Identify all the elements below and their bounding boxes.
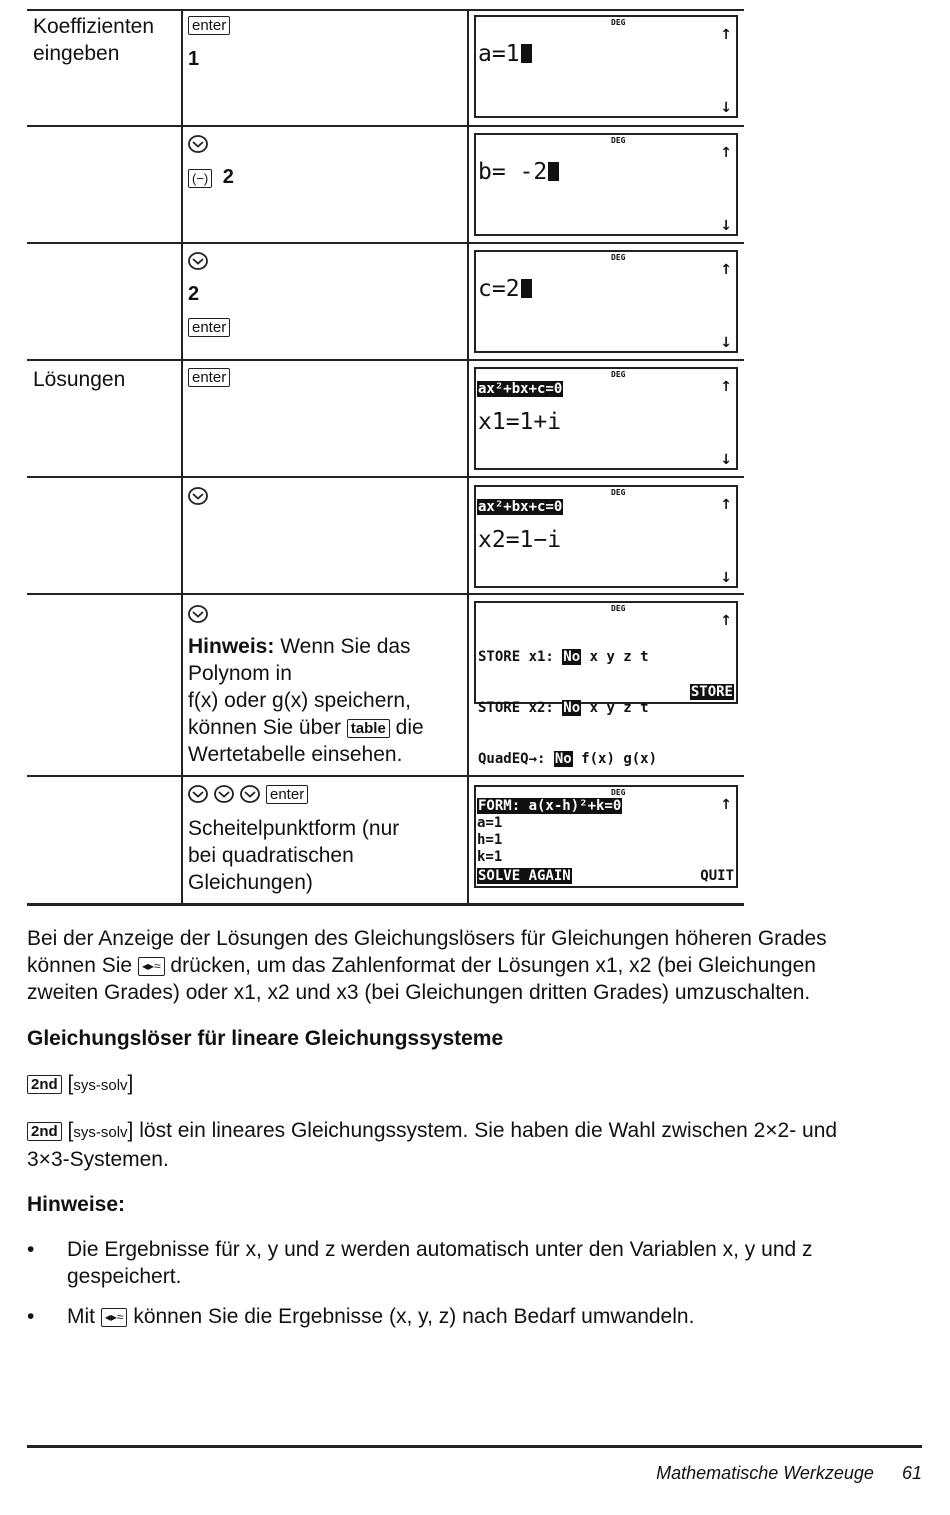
down-arrow-key bbox=[188, 251, 214, 271]
screen-value-text: b= -2 bbox=[478, 159, 548, 185]
paragraph-line: Bei der Anzeige der Lösungen des Gleichungslösers für Gleichungen höheren Grades bbox=[27, 927, 827, 950]
deg-indicator: DEG bbox=[611, 253, 626, 262]
scroll-up-icon: ↑ bbox=[720, 262, 732, 278]
enter-key: enter bbox=[188, 318, 230, 337]
note-label: Hinweis: bbox=[188, 635, 275, 658]
calc-screen bbox=[474, 601, 738, 767]
bracket-close: ] bbox=[127, 1072, 134, 1095]
scroll-up-icon: ↑ bbox=[720, 27, 732, 43]
paragraph-line: können Sie bbox=[27, 954, 133, 977]
key-digit: 1 bbox=[188, 48, 200, 70]
section-heading: Gleichungslöser für lineare Gleichungssysteme bbox=[27, 1027, 504, 1050]
table-rule bbox=[27, 476, 744, 478]
deg-indicator: DEG bbox=[611, 18, 626, 27]
scroll-up-icon: ↑ bbox=[720, 613, 732, 629]
screen-value bbox=[478, 159, 559, 185]
deg-indicator: DEG bbox=[611, 604, 626, 613]
note-line: Wertetabelle einsehen. bbox=[188, 743, 403, 766]
table-rule bbox=[27, 359, 744, 361]
screen-value-text: c=2 bbox=[478, 276, 520, 302]
store-no: No bbox=[563, 649, 581, 665]
notes-heading: Hinweise: bbox=[27, 1193, 126, 1216]
equation-header: ax²+bx+c=0 bbox=[478, 381, 563, 397]
scroll-up-icon: ↑ bbox=[720, 497, 732, 513]
store-softkey bbox=[690, 684, 734, 701]
row-label: Lösungen bbox=[33, 368, 126, 391]
note-line: können Sie über bbox=[188, 716, 341, 739]
scroll-down-icon: ↓ bbox=[720, 335, 732, 351]
form-header: FORM: a(x-h)²+k=0 bbox=[478, 798, 622, 814]
bullet-line: Die Ergebnisse für x, y und z werden automatisch unter den Variablen x, y und z bbox=[67, 1238, 813, 1261]
bullet-item bbox=[27, 1303, 927, 1330]
frac-dec-key: ◂▸≈ bbox=[138, 957, 165, 976]
footer-section: Mathematische Werkzeuge bbox=[656, 1463, 874, 1483]
coef-line: a=1 bbox=[477, 815, 503, 831]
quit-softkey: QUIT bbox=[700, 868, 734, 884]
down-arrow-key-icon bbox=[188, 604, 208, 624]
bullet-icon: • bbox=[27, 1238, 35, 1261]
down-arrow-key-icon bbox=[240, 784, 260, 804]
note-line: Wenn Sie das bbox=[280, 635, 411, 658]
screen-header bbox=[477, 380, 563, 397]
calc-screen bbox=[474, 785, 738, 888]
table-key: table bbox=[347, 719, 390, 738]
bullet-line: Mit bbox=[67, 1305, 95, 1328]
enter-key: enter bbox=[188, 368, 230, 387]
screen-header bbox=[477, 498, 563, 515]
screen-value bbox=[478, 276, 532, 302]
desc-line: Gleichungen) bbox=[188, 871, 313, 894]
store-options: f(x) g(x) bbox=[581, 751, 658, 767]
scroll-down-icon: ↓ bbox=[720, 452, 732, 468]
frac-dec-key: ◂▸≈ bbox=[101, 1308, 128, 1327]
calc-screen bbox=[474, 485, 738, 588]
table-col-divider bbox=[467, 9, 469, 905]
down-arrow-key bbox=[188, 134, 214, 154]
cursor-block bbox=[521, 44, 532, 63]
negative-key: (−) bbox=[188, 169, 212, 188]
sys-solv-key: sys-solv bbox=[73, 1077, 128, 1094]
store-line-label: STORE x2: bbox=[478, 700, 554, 716]
desc-line: bei quadratischen bbox=[188, 844, 354, 867]
store-options: x y z t bbox=[589, 649, 649, 665]
down-arrow-key-icon bbox=[188, 486, 208, 506]
table-rule bbox=[27, 9, 744, 11]
table-rule bbox=[27, 593, 744, 595]
bracket-open: [ bbox=[67, 1119, 74, 1142]
paragraph bbox=[27, 925, 927, 1006]
down-arrow-key-icon bbox=[214, 784, 234, 804]
down-arrow-key bbox=[188, 486, 214, 506]
neg-key-row bbox=[188, 166, 234, 189]
scroll-up-icon: ↑ bbox=[720, 379, 732, 395]
paragraph bbox=[27, 1117, 927, 1173]
paragraph-line: 3×3-Systemen. bbox=[27, 1148, 169, 1171]
scroll-down-icon: ↓ bbox=[720, 218, 732, 234]
note-line: f(x) oder g(x) speichern, bbox=[188, 689, 411, 712]
store-no: No bbox=[563, 700, 581, 716]
key-enter bbox=[188, 368, 230, 387]
enter-key: enter bbox=[188, 16, 230, 35]
note-text bbox=[188, 633, 463, 768]
down-arrow-key-icon bbox=[188, 784, 208, 804]
bullet-icon: • bbox=[27, 1305, 35, 1328]
sys-solv-key: sys-solv bbox=[73, 1124, 128, 1141]
calc-screen bbox=[474, 367, 738, 470]
calc-screen bbox=[474, 250, 738, 353]
scroll-up-icon: ↑ bbox=[720, 797, 732, 813]
solve-again-softkey bbox=[477, 868, 572, 885]
paragraph-line: löst ein lineares Gleichungssystem. Sie haben die Wahl zwischen 2×2- und bbox=[139, 1119, 838, 1142]
key-sequence bbox=[188, 784, 308, 804]
store-no: No bbox=[554, 751, 572, 767]
paragraph-line: drücken, um das Zahlenformat der Lösungen x1, x2 (bei Gleichungen bbox=[170, 954, 816, 977]
note-line: die bbox=[395, 716, 424, 739]
store-options: x y z t bbox=[589, 700, 649, 716]
desc-text bbox=[188, 815, 463, 896]
screen-value: x1=1+i bbox=[478, 409, 562, 435]
bullet-line: können Sie die Ergebnisse (x, y, z) nach Bedarf umwandeln. bbox=[133, 1305, 695, 1328]
second-key: 2nd bbox=[27, 1122, 62, 1141]
key-combo bbox=[27, 1070, 133, 1099]
footer bbox=[656, 1463, 922, 1484]
coef-line: k=1 bbox=[477, 849, 503, 865]
row-label-text: Koeffizienten eingeben bbox=[33, 15, 155, 65]
table-rule bbox=[27, 242, 744, 244]
store-button: STORE bbox=[690, 684, 733, 700]
store-menu bbox=[478, 615, 657, 802]
vertex-form-screen bbox=[477, 798, 622, 866]
down-arrow-key-icon bbox=[188, 134, 208, 154]
bracket-open: [ bbox=[67, 1072, 74, 1095]
deg-indicator: DEG bbox=[611, 136, 626, 145]
table-rule bbox=[27, 903, 744, 906]
desc-line: Scheitelpunktform (nur bbox=[188, 817, 400, 840]
down-arrow-key bbox=[188, 604, 214, 624]
store-line-label: STORE x1: bbox=[478, 649, 554, 665]
store-line-label: QuadEQ→: bbox=[478, 751, 546, 767]
footer-rule bbox=[27, 1445, 922, 1448]
deg-indicator: DEG bbox=[611, 370, 626, 379]
key-enter bbox=[188, 16, 230, 35]
down-arrow-key-icon bbox=[188, 251, 208, 271]
bullet-item bbox=[27, 1236, 927, 1290]
bullet-line: gespeichert. bbox=[67, 1265, 182, 1288]
deg-indicator: DEG bbox=[611, 488, 626, 497]
scroll-down-icon: ↓ bbox=[720, 100, 732, 116]
screen-value-text: a=1 bbox=[478, 41, 520, 67]
coef-line: h=1 bbox=[477, 832, 503, 848]
key-enter bbox=[188, 318, 230, 337]
table-col-divider bbox=[181, 9, 183, 905]
calc-screen bbox=[474, 15, 738, 118]
scroll-down-icon: ↓ bbox=[720, 570, 732, 586]
scroll-up-icon: ↑ bbox=[720, 145, 732, 161]
equation-header: ax²+bx+c=0 bbox=[478, 499, 563, 515]
enter-key: enter bbox=[266, 785, 308, 804]
paragraph-line: zweiten Grades) oder x1, x2 und x3 (bei Gleichungen dritten Grades) umzuschalten. bbox=[27, 981, 811, 1004]
second-key: 2nd bbox=[27, 1075, 62, 1094]
cursor-block bbox=[521, 279, 532, 298]
cursor-block bbox=[548, 162, 559, 181]
page-number: 61 bbox=[901, 1463, 922, 1483]
bracket-close: ] bbox=[127, 1119, 134, 1142]
table-rule bbox=[27, 125, 744, 127]
solve-again-button: SOLVE AGAIN bbox=[478, 868, 571, 884]
screen-value: x2=1−i bbox=[478, 527, 562, 553]
note-line: Polynom in bbox=[188, 662, 292, 685]
key-digit: 2 bbox=[222, 166, 234, 188]
screen-value bbox=[478, 41, 532, 67]
calc-screen bbox=[474, 133, 738, 236]
key-digit: 2 bbox=[188, 283, 200, 305]
row-label bbox=[33, 13, 173, 67]
deg-indicator: DEG bbox=[611, 788, 626, 797]
